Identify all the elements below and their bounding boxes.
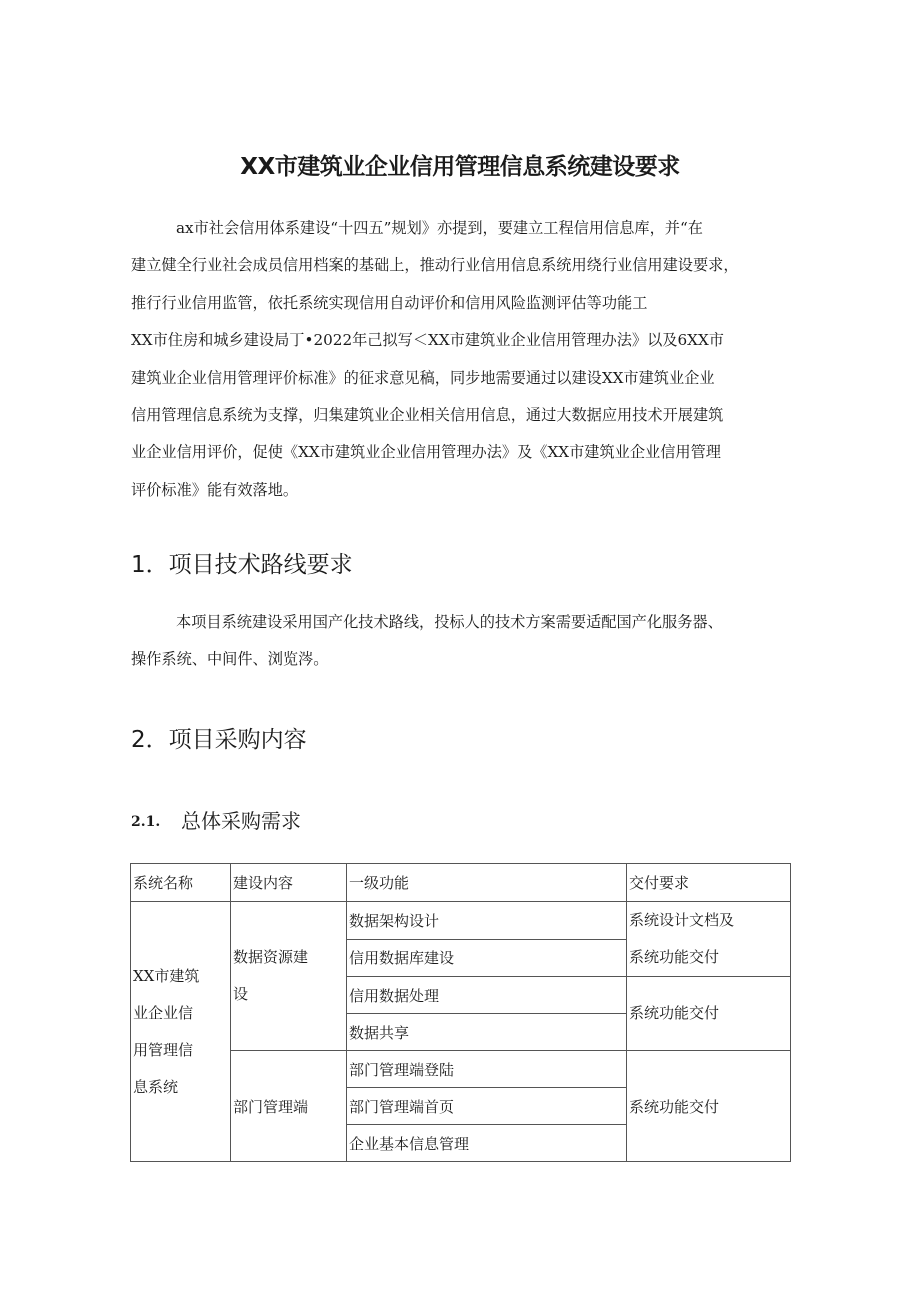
delivery-line: 系统设计文档及 xyxy=(629,911,735,929)
function-cell: 信用数据库建设 xyxy=(347,939,627,977)
delivery-line: 系统功能交付 xyxy=(629,948,720,966)
delivery-cell-design xyxy=(627,902,791,977)
section-2-heading: 2．项目采购内容 xyxy=(131,727,307,753)
system-name-cell xyxy=(131,902,231,1162)
function-cell: 部门管理端首页 xyxy=(347,1088,627,1125)
intro-paragraph xyxy=(131,210,791,509)
intro-line: 信用管理信息系统为支撑，归集建筑业企业相关信用信息，通过大数据应用技术开展建筑 xyxy=(131,405,724,424)
content-cell-department: 部门管理端 xyxy=(231,1051,347,1162)
content-line: 设 xyxy=(233,985,249,1003)
document-title: XX市建筑业企业信用管理信息系统建设要求 xyxy=(240,154,680,180)
system-name-line: 息系统 xyxy=(133,1077,179,1096)
table-header-row xyxy=(131,864,791,902)
intro-line: 建立健全行业社会成员信用档案的基础上，推动行业信用信息系统用绕行业信用建设要求， xyxy=(131,256,739,275)
section-1-paragraph xyxy=(131,604,791,679)
system-name-line: 业企业信 xyxy=(133,1003,194,1022)
intro-line: 评价标准》能有效落地。 xyxy=(131,480,299,499)
header-system-name: 系统名称 xyxy=(131,864,231,902)
function-cell: 数据共享 xyxy=(347,1014,627,1051)
system-name-line: XX市建筑 xyxy=(133,966,200,985)
subsection-number: 2.1. xyxy=(131,814,161,830)
delivery-cell-function: 系统功能交付 xyxy=(627,977,791,1051)
section-1-line: 本项目系统建设采用国产化技术路线，投标人的技术方案需要适配国产化服务器、 xyxy=(176,613,723,631)
header-delivery: 交付要求 xyxy=(627,864,791,902)
intro-line: 业企业信用评价，促使《XX市建筑业企业信用管理办法》及《XX市建筑业企业信用管理 xyxy=(131,443,721,462)
content-line: 数据资源建 xyxy=(233,948,309,966)
intro-line: 推行行业信用监管，依托系统实现信用自动评价和信用风险监测评估等功能工 xyxy=(131,293,648,312)
section-1-line: 操作系统、中间件、浏览涔。 xyxy=(131,650,329,669)
procurement-table xyxy=(130,863,791,1162)
subsection-heading xyxy=(131,805,301,834)
function-cell: 信用数据处理 xyxy=(347,977,627,1014)
header-function: 一级功能 xyxy=(347,864,627,902)
intro-line: 建筑业企业信用管理评价标准》的征求意见稿，同步地需要通过以建设XX市建筑业企业 xyxy=(131,368,715,387)
content-cell-data-resource xyxy=(231,902,347,1051)
system-name-line: 用管理信 xyxy=(133,1040,194,1059)
function-cell: 部门管理端登陆 xyxy=(347,1051,627,1088)
subsection-title: 总体采购需求 xyxy=(181,809,301,833)
function-cell: 数据架构设计 xyxy=(347,902,627,940)
table-row xyxy=(131,902,791,940)
header-content: 建设内容 xyxy=(231,864,347,902)
function-cell: 企业基本信息管理 xyxy=(347,1125,627,1162)
section-1-heading: 1．项目技术路线要求 xyxy=(131,552,353,578)
intro-line: ax市社会信用体系建设“十四五”规划》亦提到，要建立工程信用信息库，并“在 xyxy=(176,219,703,237)
intro-line: XX市住房和城乡建设局丁•2022年己拟写＜XX市建筑业企业信用管理办法》以及6XX市 xyxy=(131,331,724,350)
delivery-cell-department: 系统功能交付 xyxy=(627,1051,791,1162)
